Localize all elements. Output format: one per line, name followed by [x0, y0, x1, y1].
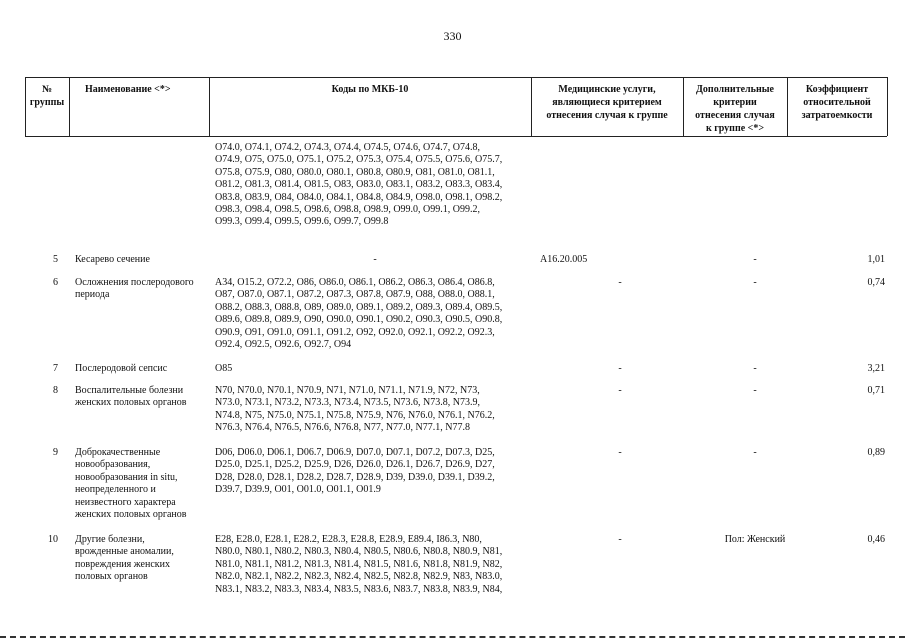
additional-criteria-cell: -: [753, 254, 757, 265]
coefficient-cell: 0,46: [867, 534, 885, 545]
additional-criteria-cell: -: [753, 277, 757, 288]
header-name: Наименование <*>: [85, 84, 171, 95]
icd-codes-cell: O74.0, O74.1, O74.2, O74.3, O74.4, O74.5, O74.6, O74.7, O74.8, O74.9, O75, O75.0, O75.1, O75.2, O75.3, O75.4, O75.5, O75.6, O75.7, O75.8, O75.9, O80, O80.0, O80.1, O80.8, O80.9, O81, O81.0, O81.1, O81.2, O81.3, O81.4, O81.5, O83, O83.0, O83.1, O83.2, O83.3, O83.4, O83.8, O83.9, O84, O84.0, O84.1, O84.8, O84.9, O98.0, O98.1, O98.2, O98.3, O98.4, O98.5, O98.6, O98.8, O98.9, O99.0, O99.1, O99.2, O99.3, O99.4, O99.5, O99.6, O99.7, O99.8: [215, 142, 503, 228]
group-name-cell: Послеродовой сепсис: [75, 363, 168, 374]
group-number-cell: 5: [53, 254, 58, 265]
icd-codes-cell: -: [373, 254, 377, 265]
group-name-cell: Осложнения послеродового периода: [75, 277, 194, 301]
group-number-cell: 6: [53, 277, 58, 288]
medical-services-cell: -: [618, 385, 622, 396]
header-additional-criteria: Дополнительные критерии отнесения случая к группе <*>: [695, 84, 775, 134]
group-number-cell: 8: [53, 385, 58, 396]
additional-criteria-cell: -: [753, 363, 757, 374]
medical-services-cell: -: [618, 447, 622, 458]
table-header-top-border: [25, 77, 887, 78]
group-name-cell: Воспалительные болезни женских половых органов: [75, 385, 187, 409]
header-coefficient: Коэффициент относительной затратоемкости: [801, 84, 873, 121]
group-number-cell: 7: [53, 363, 58, 374]
icd-codes-cell: D06, D06.0, D06.1, D06.7, D06.9, D07.0, D07.1, D07.2, D07.3, D25, D25.0, D25.1, D25.2, D25.9, D26, D26.0, D26.1, D26.7, D26.9, D27, D28, D28.0, D28.1, D28.2, D28.7, D28.9, D39, D39.0, D39.1, D39.2, D39.7, D39.9, O01, O01.0, O01.1, O01.9: [215, 447, 495, 496]
page-number: 330: [443, 29, 462, 43]
coefficient-cell: 1,01: [867, 254, 885, 265]
group-name-cell: Кесарево сечение: [75, 254, 150, 265]
coefficient-cell: 0,89: [867, 447, 885, 458]
table-header-bottom-border: [25, 136, 887, 137]
group-number-cell: 10: [48, 534, 58, 545]
additional-criteria-cell: -: [753, 385, 757, 396]
icd-codes-cell: E28, E28.0, E28.1, E28.2, E28.3, E28.8, E28.9, E89.4, I86.3, N80, N80.0, N80.1, N80.2, N80.3, N80.4, N80.5, N80.6, N80.8, N80.9, N81, N81.0, N81.1, N81.2, N81.3, N81.4, N81.5, N81.6, N81.8, N81.9, N82, N82.0, N82.1, N82.2, N82.3, N82.4, N82.5, N82.8, N82.9, N83, N83.0, N83.1, N83.2, N83.3, N83.4, N83.5, N83.6, N83.7, N83.8, N83.9, N84,: [215, 534, 503, 595]
icd-codes-cell: O85: [215, 363, 233, 374]
table-border-right: [887, 77, 888, 136]
icd-codes-cell: N70, N70.0, N70.1, N70.9, N71, N71.0, N71.1, N71.9, N72, N73, N73.0, N73.1, N73.2, N73.3, N73.4, N73.5, N73.6, N73.8, N73.9, N74.8, N75, N75.0, N75.1, N75.8, N75.9, N76, N76.0, N76.1, N76.2, N76.3, N76.4, N76.5, N76.6, N76.8, N77, N77.0, N77.1, N77.8: [215, 385, 495, 434]
additional-criteria-cell: -: [753, 447, 757, 458]
medical-services-cell: -: [618, 277, 622, 288]
page-bottom-edge: [0, 636, 905, 638]
group-name-cell: Другие болезни, врожденные аномалии, повреждения женских половых органов: [75, 534, 174, 583]
group-number-cell: 9: [53, 447, 58, 458]
coefficient-cell: 0,74: [867, 277, 885, 288]
group-name-cell: Доброкачественные новообразования, новообразования in situ, неопределенного и неизвестного характера женских половых органов: [75, 447, 187, 521]
header-medical-services: Медицинские услуги, являющиеся критерием отнесения случая к группе: [546, 84, 668, 121]
additional-criteria-cell: Пол: Женский: [724, 534, 786, 545]
header-icd-codes: Коды по МКБ-10: [331, 84, 409, 95]
header-group-number: № группы: [29, 84, 65, 108]
coefficient-cell: 3,21: [867, 363, 885, 374]
coefficient-cell: 0,71: [867, 385, 885, 396]
medical-services-cell: -: [618, 534, 622, 545]
icd-codes-cell: A34, O15.2, O72.2, O86, O86.0, O86.1, O86.2, O86.3, O86.4, O86.8, O87, O87.0, O87.1, O87.2, O87.3, O87.8, O87.9, O88, O88.0, O88.1, O88.2, O88.3, O88.8, O89, O89.0, O89.1, O89.2, O89.3, O89.4, O89.5, O89.6, O89.8, O89.9, O90, O90.0, O90.1, O90.2, O90.3, O90.5, O90.8, O90.9, O91, O91.0, O91.1, O91.2, O92, O92.0, O92.1, O92.2, O92.3, O92.4, O92.5, O92.6, O92.7, O94: [215, 277, 503, 351]
medical-services-cell: -: [618, 363, 622, 374]
medical-services-cell: A16.20.005: [540, 254, 588, 265]
